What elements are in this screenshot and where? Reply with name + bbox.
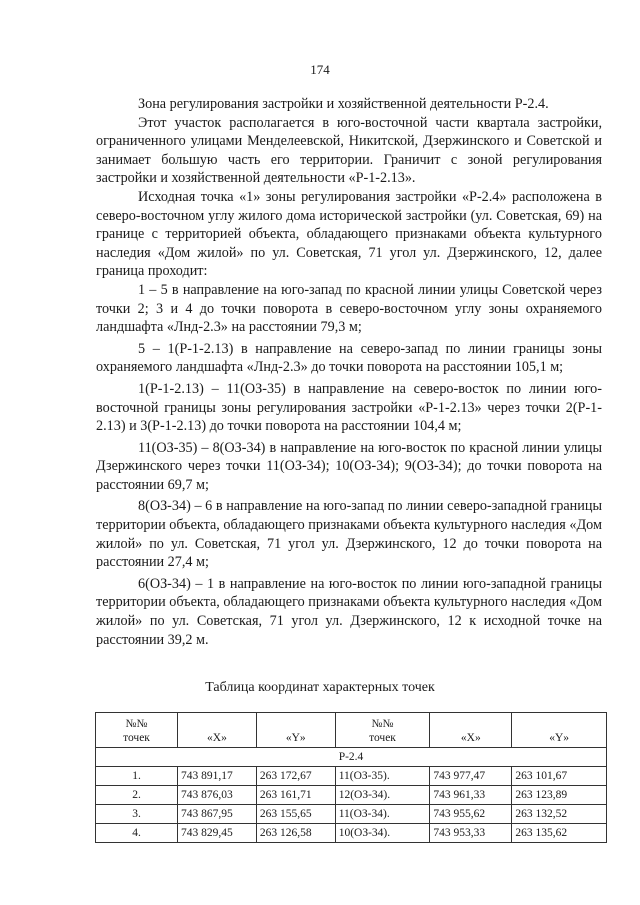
header-x-2: «X»: [430, 713, 512, 748]
point-number-2: 10(ОЗ-34).: [335, 824, 430, 843]
header-point-number-2: [335, 713, 430, 748]
y-coordinate: 263 172,67: [256, 767, 335, 786]
table-row: [96, 805, 607, 824]
header-y-2: «Y»: [512, 713, 607, 748]
table-caption: Таблица координат характерных точек: [205, 680, 435, 695]
header-point-number-2-line2: точек: [369, 732, 396, 744]
table-row: [96, 786, 607, 805]
y-coordinate: 263 126,58: [256, 824, 335, 843]
coordinates-table: [95, 712, 607, 843]
paragraph-location: Этот участок располагается в юго-восточной части квартала застройки, ограниченного улицами Менделеевской, Никитской, Дзержинского и Советской и занимает большую часть его территории. Граничит с зоной регулирования застройки и хозяйственной деятельности «Р-1-2.13».: [96, 114, 602, 187]
zone-label-row: [96, 748, 607, 767]
y-coordinate-2: 263 135,62: [512, 824, 607, 843]
table-row: [96, 767, 607, 786]
x-coordinate-2: 743 961,33: [430, 786, 512, 805]
page-number: 174: [310, 62, 330, 77]
point-number-2: 12(ОЗ-34).: [335, 786, 430, 805]
header-point-number-line1: №№: [125, 718, 148, 730]
paragraph-origin-point: Исходная точка «1» зоны регулирования застройки «Р-2.4» расположена в северо-восточном углу жилого дома исторической застройки (ул. Советская, 69) на границе с территорией объекта, обладающего признаками объекта культурного наследия «Дом жилой» по ул. Советская, 71 угол ул. Дзержинского, 12, далее граница проходит:: [96, 188, 602, 280]
x-coordinate-2: 743 955,62: [430, 805, 512, 824]
point-number: 3.: [96, 805, 178, 824]
section-heading: Зона регулирования застройки и хозяйственной деятельности Р-2.4.: [138, 96, 549, 112]
y-coordinate: 263 161,71: [256, 786, 335, 805]
x-coordinate-2: 743 977,47: [430, 767, 512, 786]
header-point-number-line2: точек: [123, 732, 150, 744]
table-row: [96, 824, 607, 843]
y-coordinate-2: 263 132,52: [512, 805, 607, 824]
x-coordinate: 743 876,03: [178, 786, 257, 805]
paragraph-segment-8-6: 8(ОЗ-34) – 6 в направление на юго-запад по линии северо-западной границы территории объекта, обладающего признаками объекта культурного наследия «Дом жилой» по ул. Советская, 71 угол ул. Дзержинского, 12 до точки поворота на расстоянии 27,4 м;: [96, 498, 602, 571]
point-number: 2.: [96, 786, 178, 805]
header-y: «Y»: [256, 713, 335, 748]
paragraph-segment-6-1: 6(ОЗ-34) – 1 в направление на юго-восток по линии юго-западной границы территории объекта, обладающего признаками объекта культурного наследия «Дом жилой» по ул. Советская, 71 угол ул. Дзержинского, 12 к исходной точке на расстоянии 39,2 м.: [96, 575, 602, 648]
paragraph-segment-5-1: 5 – 1(Р-1-2.13) в направление на северо-запад по линии границы зоны охраняемого ландшафта «Лнд-2.3» до точки поворота на расстоянии 105,1 м;: [96, 340, 602, 376]
header-point-number: [96, 713, 178, 748]
x-coordinate-2: 743 953,33: [430, 824, 512, 843]
zone-label: Р-2.4: [96, 748, 607, 767]
x-coordinate: 743 867,95: [178, 805, 257, 824]
header-point-number-2-line1: №№: [371, 718, 394, 730]
paragraph-segment-11-8: 11(ОЗ-35) – 8(ОЗ-34) в направление на юго-восток по красной линии улицы Дзержинского через точки 11(ОЗ-34); 10(ОЗ-34); 9(ОЗ-34); до точки поворота на расстоянии 69,7 м;: [96, 439, 602, 493]
y-coordinate: 263 155,65: [256, 805, 335, 824]
x-coordinate: 743 829,45: [178, 824, 257, 843]
point-number: 4.: [96, 824, 178, 843]
x-coordinate: 743 891,17: [178, 767, 257, 786]
point-number-2: 11(ОЗ-35).: [335, 767, 430, 786]
paragraph-segment-1-5: 1 – 5 в направление на юго-запад по красной линии улицы Советской через точки 2; 3 и 4 до точки поворота в северо-восточном углу зоны охраняемого ландшафта «Лнд-2.3» на расстоянии 79,3 м;: [96, 281, 602, 336]
y-coordinate-2: 263 123,89: [512, 786, 607, 805]
y-coordinate-2: 263 101,67: [512, 767, 607, 786]
table-header-row: [96, 713, 607, 748]
header-x: «X»: [178, 713, 257, 748]
paragraph-segment-1-11: 1(Р-1-2.13) – 11(ОЗ-35) в направление на северо-восток по линии юго-восточной границы зоны регулирования застройки «Р-1-2.13» через точки 2(Р-1-2.13) и 3(Р-1-2.13) до точки поворота на расстоянии 104,4 м;: [96, 380, 602, 435]
point-number-2: 11(ОЗ-34).: [335, 805, 430, 824]
point-number: 1.: [96, 767, 178, 786]
document-body: [96, 95, 602, 649]
